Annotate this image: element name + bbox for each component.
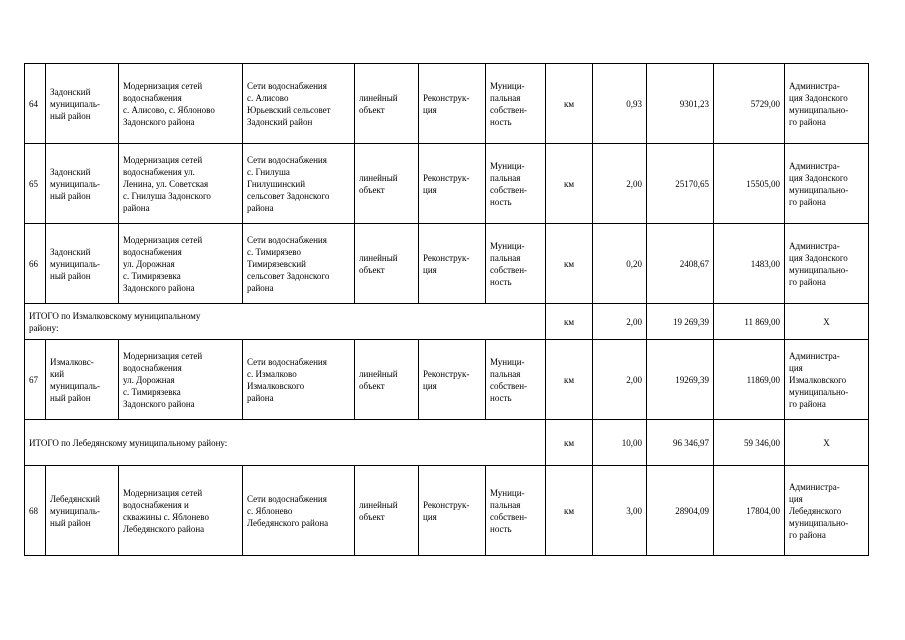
customer-cell: Администра- ция Задонского муниципально- го района [785, 224, 869, 304]
object-type-cell: линейный объект [355, 64, 419, 144]
work-type-cell: Реконструк- ция [419, 340, 486, 420]
unit-cell: км [546, 304, 593, 340]
object-cell: Сети водоснабжения с. Измалково Измалковского района [243, 340, 355, 420]
investment-projects-table [24, 63, 869, 556]
length-cell: 10,00 [593, 420, 647, 466]
ownership-cell: Муници- пальная собствен- ность [486, 466, 546, 556]
summary-row [25, 420, 869, 466]
project-cell: Модернизация сетей водоснабжения и скважины с. Яблонево Лебедянского района [119, 466, 243, 556]
cost-total-cell: 25170,65 [647, 144, 714, 224]
cost-part-cell: 17804,00 [714, 466, 785, 556]
row-number: 64 [25, 64, 46, 144]
length-cell: 0,20 [593, 224, 647, 304]
cost-total-cell: 19269,39 [647, 340, 714, 420]
project-cell: Модернизация сетей водоснабжения с. Алисово, с. Яблоново Задонского района [119, 64, 243, 144]
object-type-cell: линейный объект [355, 224, 419, 304]
object-cell: Сети водоснабжения с. Алисово Юрьевский сельсовет Задонский район [243, 64, 355, 144]
cost-part-cell: 59 346,00 [714, 420, 785, 466]
row-number: 67 [25, 340, 46, 420]
customer-cell: Администра- ция Измалковского муниципально- го района [785, 340, 869, 420]
cost-total-cell: 96 346,97 [647, 420, 714, 466]
summary-row [25, 304, 869, 340]
row-number: 65 [25, 144, 46, 224]
project-cell: Модернизация сетей водоснабжения ул. Ленина, ул. Советская с. Гнилуша Задонского района [119, 144, 243, 224]
work-type-cell: Реконструк- ция [419, 224, 486, 304]
object-type-cell: линейный объект [355, 466, 419, 556]
length-cell: 2,00 [593, 340, 647, 420]
object-cell: Сети водоснабжения с. Тимирязево Тимирязевский сельсовет Задонского района [243, 224, 355, 304]
length-cell: 2,00 [593, 304, 647, 340]
table-row [25, 466, 869, 556]
table-row [25, 224, 869, 304]
project-cell: Модернизация сетей водоснабжения ул. Дорожная с. Тимирязевка Задонского района [119, 340, 243, 420]
district-cell: Лебедянский муниципаль- ный район [46, 466, 119, 556]
customer-cell: Администра- ция Лебедянского муниципально- го района [785, 466, 869, 556]
object-cell: Сети водоснабжения с. Гнилуша Гнилушинский сельсовет Задонского района [243, 144, 355, 224]
cost-total-cell: 28904,09 [647, 466, 714, 556]
unit-cell: км [546, 224, 593, 304]
cost-part-cell: 1483,00 [714, 224, 785, 304]
work-type-cell: Реконструк- ция [419, 64, 486, 144]
cost-part-cell: 5729,00 [714, 64, 785, 144]
customer-cell: Администра- ция Задонского муниципально- го района [785, 144, 869, 224]
cost-part-cell: 11869,00 [714, 340, 785, 420]
object-type-cell: линейный объект [355, 340, 419, 420]
ownership-cell: Муници- пальная собствен- ность [486, 144, 546, 224]
row-number: 66 [25, 224, 46, 304]
district-cell: Измалковс- кий муниципаль- ный район [46, 340, 119, 420]
ownership-cell: Муници- пальная собствен- ность [486, 224, 546, 304]
project-cell: Модернизация сетей водоснабжения ул. Дорожная с. Тимирязевка Задонского района [119, 224, 243, 304]
summary-mark: Х [785, 304, 869, 340]
cost-total-cell: 19 269,39 [647, 304, 714, 340]
cost-part-cell: 15505,00 [714, 144, 785, 224]
work-type-cell: Реконструк- ция [419, 466, 486, 556]
length-cell: 2,00 [593, 144, 647, 224]
cost-part-cell: 11 869,00 [714, 304, 785, 340]
work-type-cell: Реконструк- ция [419, 144, 486, 224]
cost-total-cell: 2408,67 [647, 224, 714, 304]
ownership-cell: Муници- пальная собствен- ность [486, 64, 546, 144]
summary-label: ИТОГО по Измалковскому муниципальному району: [25, 304, 546, 340]
table-row [25, 144, 869, 224]
summary-label: ИТОГО по Лебедянскому муниципальному району: [25, 420, 546, 466]
object-cell: Сети водоснабжения с. Яблонево Лебедянского района [243, 466, 355, 556]
table-row [25, 340, 869, 420]
unit-cell: км [546, 64, 593, 144]
customer-cell: Администра- ция Задонского муниципально- го района [785, 64, 869, 144]
length-cell: 0,93 [593, 64, 647, 144]
row-number: 68 [25, 466, 46, 556]
summary-mark: Х [785, 420, 869, 466]
unit-cell: км [546, 466, 593, 556]
unit-cell: км [546, 420, 593, 466]
object-type-cell: линейный объект [355, 144, 419, 224]
unit-cell: км [546, 144, 593, 224]
cost-total-cell: 9301,23 [647, 64, 714, 144]
unit-cell: км [546, 340, 593, 420]
district-cell: Задонский муниципаль- ный район [46, 64, 119, 144]
district-cell: Задонский муниципаль- ный район [46, 144, 119, 224]
length-cell: 3,00 [593, 466, 647, 556]
ownership-cell: Муници- пальная собствен- ность [486, 340, 546, 420]
table-row [25, 64, 869, 144]
district-cell: Задонский муниципаль- ный район [46, 224, 119, 304]
